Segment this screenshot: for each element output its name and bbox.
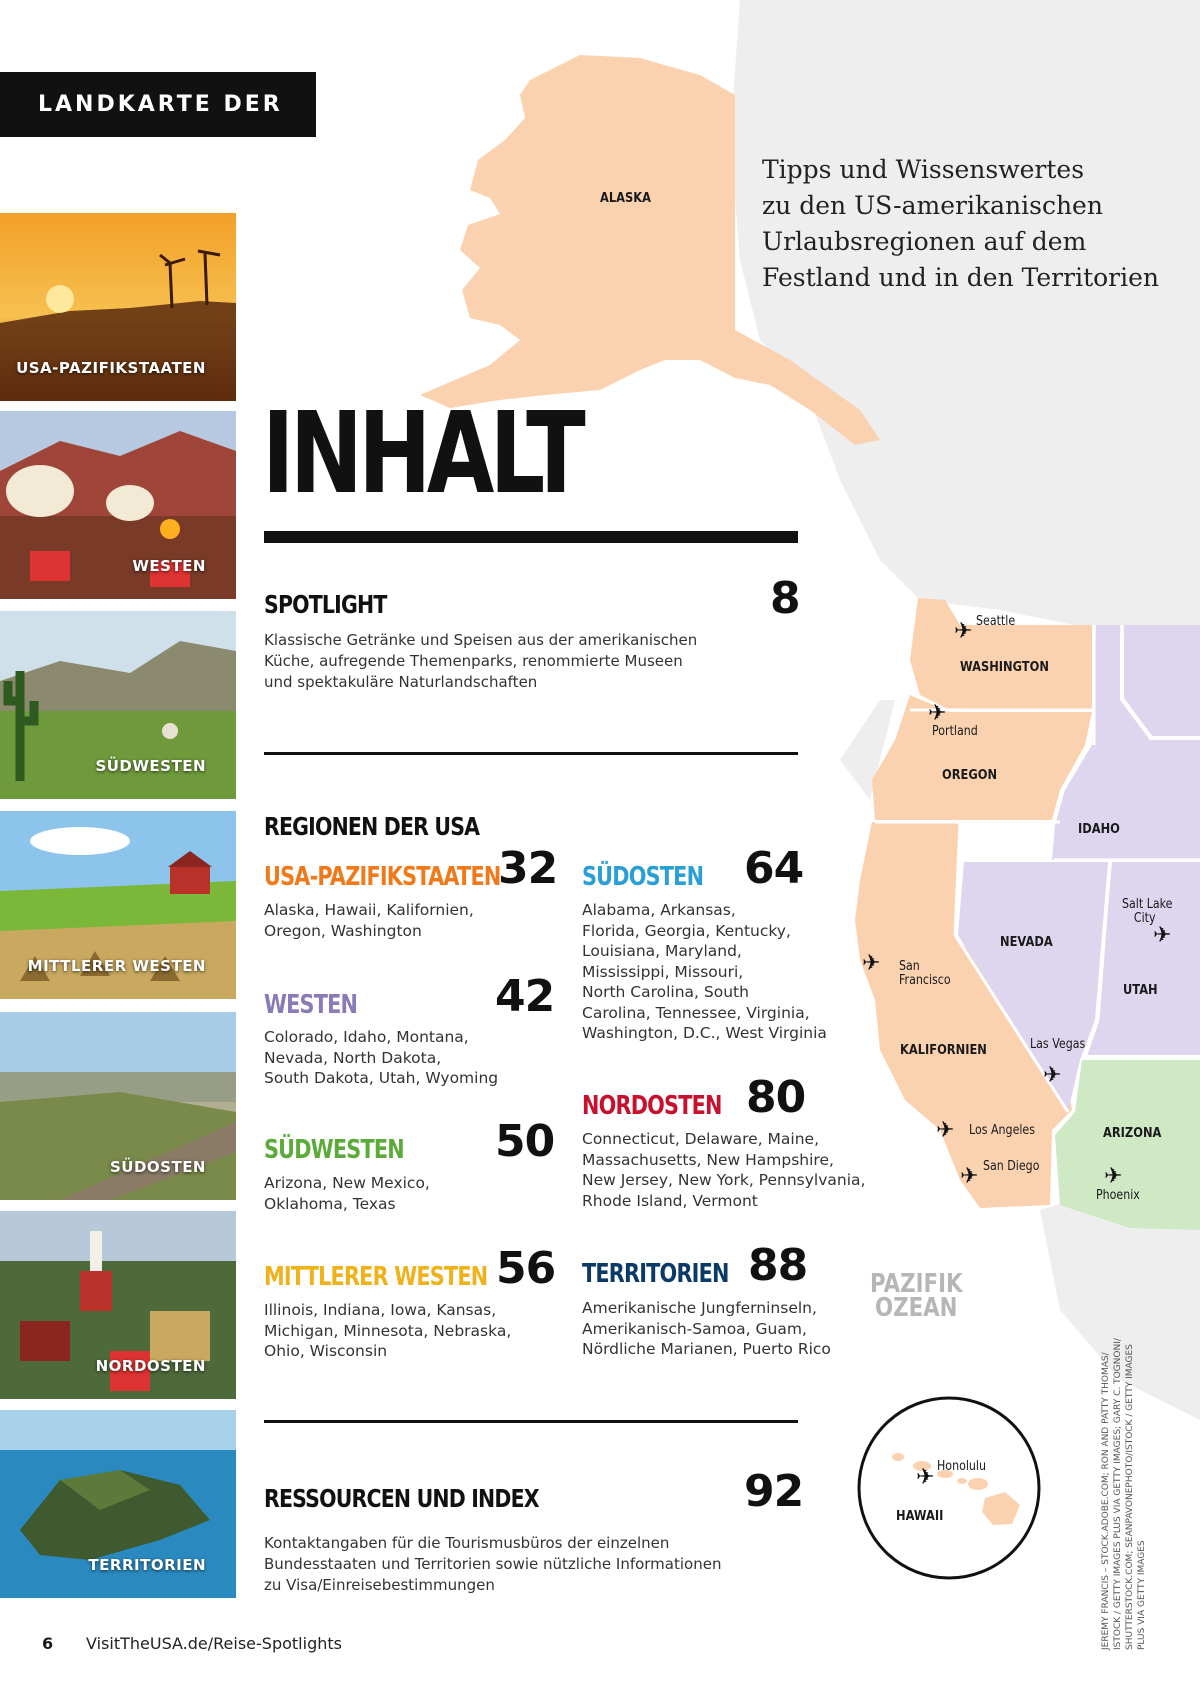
map-label-utah: UTAH — [1123, 983, 1158, 998]
arizona-shape — [1055, 1060, 1200, 1230]
ocean-label: PAZIFIK OZEAN — [870, 1269, 963, 1323]
map-label-washington: WASHINGTON — [960, 660, 1049, 675]
map-label-idaho: IDAHO — [1078, 822, 1120, 837]
photo-credits: JEREMY FRANCIS – STOCK.ADOBE.COM; RON AND PATTY THOMAS/ ISTOCK / GETTY IMAGES PLUS VIA GETTY IMAGES; GARY C. TOGNONI/ SHUTTERSTOCK.COM; SEANPAVONEPHOTO/ISTOCK / GETTY IMAGES PLUS VIA GETTY IMAGES — [1101, 1338, 1147, 1650]
intro-text — [762, 152, 1182, 296]
photo-northeast[interactable] — [0, 1211, 236, 1399]
hawaii-circle — [859, 1398, 1039, 1578]
region-states-northeast: Connecticut, Delaware, Maine, Massachusetts, New Hampshire, New Jersey, New York, Pennsylvania, Rhode Island, Vermont — [582, 1130, 866, 1210]
photo-west[interactable] — [0, 411, 236, 599]
city-label-portland: Portland — [932, 724, 978, 739]
page-title: INHALT — [262, 389, 582, 519]
map-label-oregon: OREGON — [942, 768, 998, 783]
photo-label: USA-PAZIFIKSTAATEN — [16, 359, 206, 377]
spotlight-page-number[interactable]: 8 — [770, 573, 800, 624]
region-title-territories[interactable]: TERRITORIEN — [582, 1259, 729, 1289]
photo-label: SÜDOSTEN — [109, 1158, 206, 1176]
airport-icon: ✈ — [954, 618, 973, 643]
title-rule — [264, 531, 798, 543]
airport-icon: ✈ — [928, 700, 947, 725]
photo-southeast[interactable] — [0, 1012, 236, 1200]
intro-line: Festland und in den Territorien — [762, 263, 1160, 292]
footer-url[interactable]: VisitTheUSA.de/Reise-Spotlights — [86, 1634, 342, 1653]
section-header-bar — [0, 72, 316, 182]
resources-title[interactable]: RESSOURCEN UND INDEX — [264, 1484, 539, 1513]
region-page-number[interactable]: 32 — [498, 843, 558, 894]
region-states-midwest: Illinois, Indiana, Iowa, Kansas, Michigan, Minnesota, Nebraska, Ohio, Wisconsin — [264, 1301, 512, 1360]
spotlight-description: Klassische Getränke und Speisen aus der amerikanischen Küche, aufregende Themenparks, renommierte Museen und spektakuläre Naturlandschaften — [264, 631, 698, 691]
resources-page-number[interactable]: 92 — [744, 1466, 804, 1517]
region-states-pacific: Alaska, Hawaii, Kalifornien, Oregon, Washington — [264, 901, 474, 940]
footer-page-number: 6 — [42, 1634, 54, 1653]
section-rule — [264, 1420, 798, 1423]
intro-line: Urlaubsregionen auf dem — [762, 227, 1087, 256]
regions-heading: REGIONEN DER USA — [264, 812, 480, 841]
region-title-pacific[interactable]: USA-PAZIFIKSTAATEN — [264, 862, 501, 892]
photo-territories[interactable] — [0, 1410, 236, 1598]
city-label-las-vegas: Las Vegas — [1030, 1037, 1086, 1052]
photo-midwest[interactable] — [0, 811, 236, 999]
section-header-label: LANDKARTE DER USA — [38, 92, 283, 182]
airport-icon: ✈ — [1104, 1163, 1123, 1188]
airport-icon: ✈ — [862, 950, 881, 975]
city-label-san-diego: San Diego — [983, 1159, 1040, 1174]
photo-label: WESTEN — [132, 557, 206, 575]
city-label-seattle: Seattle — [976, 614, 1016, 629]
map-label-alaska: ALASKA — [600, 191, 651, 206]
region-states-southeast: Alabama, Arkansas, Florida, Georgia, Kentucky, Louisiana, Maryland, Mississippi, Missouri, North Carolina, South Carolina, Tennessee, Virginia, Washington, D.C., West Virginia — [582, 901, 827, 1042]
map-label-nevada: NEVADA — [1000, 935, 1053, 950]
region-title-west[interactable]: WESTEN — [264, 990, 358, 1020]
region-page-number[interactable]: 80 — [746, 1072, 806, 1123]
city-label-los-angeles: Los Angeles — [969, 1123, 1035, 1138]
airport-icon: ✈ — [936, 1117, 955, 1142]
oregon-shape — [872, 695, 1092, 820]
region-page-number[interactable]: 42 — [495, 971, 555, 1022]
region-title-southeast[interactable]: SÜDOSTEN — [582, 862, 704, 892]
intro-line: zu den US-amerikanischen — [762, 191, 1103, 220]
region-page-number[interactable]: 88 — [748, 1240, 808, 1291]
map-label-arizona: ARIZONA — [1103, 1126, 1162, 1141]
photo-label: NORDOSTEN — [95, 1357, 206, 1375]
airport-icon: ✈ — [1043, 1062, 1062, 1087]
airport-icon: ✈ — [960, 1163, 979, 1188]
region-page-number[interactable]: 64 — [744, 843, 804, 894]
region-states-west: Colorado, Idaho, Montana, Nevada, North Dakota, South Dakota, Utah, Wyoming — [264, 1028, 499, 1087]
city-label-salt-lake-city: Salt Lake City — [1122, 897, 1173, 926]
photo-label: MITTLERER WESTEN — [27, 957, 206, 975]
region-title-midwest[interactable]: MITTLERER WESTEN — [264, 1262, 488, 1292]
region-states-territories: Amerikanische Jungferninseln, Amerikanisch-Samoa, Guam, Nördliche Marianen, Puerto Rico — [582, 1299, 831, 1358]
map-label-kalifornien: KALIFORNIEN — [900, 1043, 987, 1058]
section-rule — [264, 752, 798, 755]
map-label-hawaii: HAWAII — [896, 1509, 944, 1524]
intro-line: Tipps und Wissenswertes — [762, 155, 1085, 184]
canada-land — [730, 0, 1200, 640]
resources-description: Kontaktangaben für die Tourismusbüros der einzelnen Bundesstaaten und Territorien sowie nützliche Informationen zu Visa/Einreisebestimmungen — [264, 1534, 722, 1594]
region-page-number[interactable]: 50 — [495, 1116, 555, 1167]
photo-label: TERRITORIEN — [88, 1556, 206, 1574]
airport-icon: ✈ — [1153, 922, 1172, 947]
city-label-san-francisco: San Francisco — [899, 959, 951, 988]
photo-southwest[interactable] — [0, 611, 236, 799]
airport-icon: ✈ — [916, 1464, 935, 1489]
photo-pacific[interactable] — [0, 213, 236, 401]
city-label-phoenix: Phoenix — [1096, 1188, 1140, 1203]
region-title-northeast[interactable]: NORDOSTEN — [582, 1091, 722, 1121]
city-label-honolulu: Honolulu — [937, 1459, 986, 1474]
region-states-southwest: Arizona, New Mexico, Oklahoma, Texas — [264, 1174, 430, 1213]
spotlight-title[interactable]: SPOTLIGHT — [264, 590, 387, 619]
region-title-southwest[interactable]: SÜDWESTEN — [264, 1135, 404, 1165]
region-page-number[interactable]: 56 — [496, 1243, 556, 1294]
photo-label: SÜDWESTEN — [95, 757, 206, 775]
